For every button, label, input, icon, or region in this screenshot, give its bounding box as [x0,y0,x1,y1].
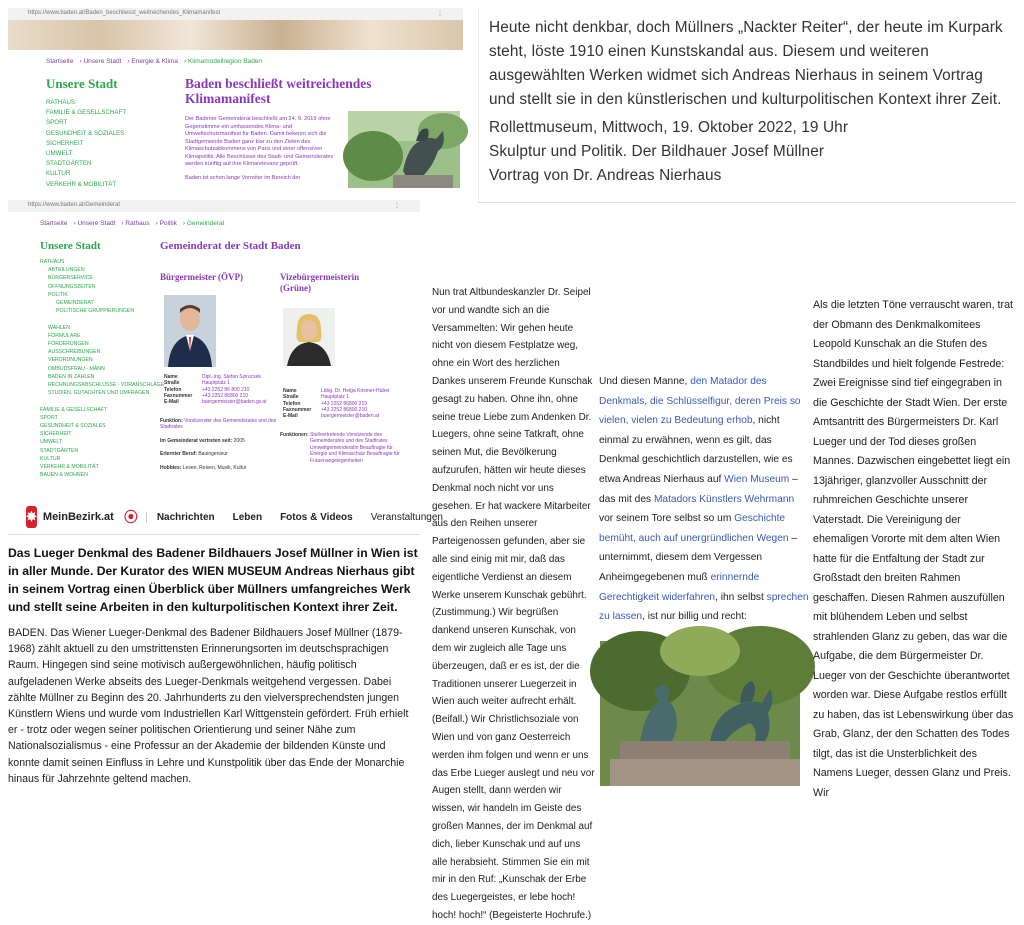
link-gerechtigkeit[interactable]: erinnernde Gerechtigkeit widerfahren [599,571,760,603]
mayor-details [160,418,278,471]
functions-label: Funktionen: [280,432,309,438]
address-bar[interactable] [8,200,420,212]
sidebar-item[interactable]: SICHERHEIT [46,139,84,147]
sidebar-item [40,397,165,405]
vice-mayor-photo [283,308,335,366]
text-run: Und diesen Manne, [599,376,691,387]
sidebar-item[interactable]: KULTUR [46,170,71,178]
sidebar-item[interactable]: GEMEINDERAT [56,300,94,307]
sidebar-item[interactable]: FORMULARE [48,332,81,339]
sidebar-item[interactable]: AUSSCHREIBUNGEN [48,349,101,356]
vice-mayor-details [280,432,410,464]
sidebar [46,76,171,190]
breadcrumb-item[interactable]: Unsere Stadt [77,220,116,227]
sidebar-item[interactable]: BADEN IN ZAHLEN [48,373,95,380]
menu-icon[interactable]: ⋮ [394,203,400,209]
breadcrumb-item[interactable]: Unsere Stadt [83,58,122,65]
url-text: https://www.baden.at/Baden_beschliesst_weitreichendes_Klimamanifest [28,10,221,16]
text-run: – unternimmt, diesem dem Vergessen Anheimgegebenen muß [599,532,798,583]
breadcrumb: Startseite › Unsere Stadt › Energie & Klima › Klimamodellregion Baden [46,58,263,65]
sidebar-item[interactable]: POLITIK [48,291,68,298]
sidebar-item[interactable]: STADTGÄRTEN [46,160,92,168]
link-matador[interactable]: den Matador des Denkmals, die Schlüsselfigur, deren Preis so vielen, vielen zu Bedeutung erhob [599,376,801,427]
contact-value[interactable]: Hauptplatz 1 [202,380,231,387]
sidebar-item[interactable]: OMBUDSFRAU - MANN [48,365,105,372]
sidebar [40,240,165,479]
contact-value[interactable]: Hauptplatz 1 [321,394,350,401]
contact-value[interactable]: +43 2252 86800 210 [202,392,249,399]
sidebar-item[interactable]: STUDIEN, GUTACHTEN UND UMFRAGEN [48,390,150,397]
link-sprechen[interactable]: sprechen zu lassen [599,591,809,623]
event-speaker: Vortrag von Dr. Andreas Nierhaus [489,167,722,184]
since-label: Im Gemeinderat vertreten seit: [160,437,233,444]
nav-item-veranstaltungen[interactable]: Veranstaltungen [370,511,443,523]
sidebar-list [40,258,165,479]
sidebar-item[interactable]: STADTGÄRTEN [40,447,79,454]
sidebar-item[interactable]: FAMILIE & GESELLSCHAFT [46,109,127,117]
sidebar-item[interactable]: VERKEHR & MOBILITÄT [46,180,117,188]
speech-column: Nun trat Altbundeskanzler Dr. Seipel vor und wandte sich an die Versammelten: Wir gehen heute nicht von diesem Festplatze weg, ohne ein Wort des herzlichen Dankes unserem Freunde Kunschak gesagt zu haben. Ohne ihn, ohne seine treue Liebe zum Andenken Dr. Luegers, ohne seine Tatkraft, ohne seinen Mut, die Bevölkerung aufzurufen, hätten wir heute dieses Denkmal noch nicht vor uns gesehen. Er hat wackere Mitarbeiter aus den Reihen unserer Parteigenossen gefunden, aber sie alle sind einig mit mir, daß das eigentliche Verdienst an diesem Werke unserem Kunschak gebührt. (Zustimmung.) Wir begrüßen dankend unseren Kunschak, von dem wir zugleich alle Tage uns überzeugen, daß er es ist, der die Traditionen unserer Luegerzeit in Wien auch weiter aufrecht erhält. (Beifall.) Wir Christlichsoziale von Wien und von ganz Oesterreich werden ihm folgen und wenn er uns das Erbe Lueger auslegt und neu vor Augen stellt, dann werden wir wissen, wir handeln im Geiste des großen Mannes, der im Denkmal auf dich, lieber Kunschak und auf uns alle herabsieht. Stimmen Sie ein mit mir in den Ruf: „Kunschak der Erbe des Luegergeistes, er lebe hoch! hoch! hoch!“ (Begeisterte Hochrufe.) [432,287,595,921]
lecture-announcement [478,8,1016,203]
contact-label: Straße [164,380,180,387]
sidebar-item[interactable]: VERKEHR & MOBILITÄT [40,464,99,471]
breadcrumb-item[interactable]: Startseite [40,220,68,227]
article-body [185,116,343,182]
link-geschichte[interactable]: Geschichte bemüht, auch auf unergründlichen Wegen [599,513,789,544]
contact-label: Faxnummer [283,406,312,413]
mayor-contact-table [164,374,279,405]
breadcrumb-item[interactable]: Politik [159,220,177,227]
contact-value[interactable]: buergermeister@baden.gv.at [202,399,267,406]
functions-value: Stellvertretende Vorsitzende des Gemeinderates und des Stadtrates Umweltgemeinderätin Beauftragte für Energie und Klimaschutz Beauftragte für Frauenangelegenheiten [310,432,400,464]
event-date: Rollettmuseum, Mittwoch, 19. Oktober 2022, 19 Uhr [489,119,849,136]
job-value: Bauingenieur [198,451,228,458]
article-paragraph: Der Badener Gemeinderat beschließt am 24. 9. 2019 ohne Gegenstimme ein umfassendes Klima- und Umweltschutzmanifest für Baden. Damit bekennt sich die Stadtgemeinde Baden ganz klar zu den Zielen des Klimaschutzabkommens von Paris und einer offensiven Klimapolitik. Alle Beschlüsse des Stadt- und Gemeinderates werden künftig auf ihre Klimarelevanz geprüft. [185,116,334,167]
sculpture-photo [348,111,460,188]
mayor-photo [164,295,216,367]
text-run: – das mit des [599,473,798,505]
sidebar-item[interactable]: FAMILIE & GESELLSCHAFT [40,406,108,413]
article-paragraph: Baden ist schon lange Vorreiter im Bereich der [185,174,301,181]
function-value: Vorsitzender des Gemeinderates und des Stadtrates [160,418,277,431]
text-run: vor seinem Tore selbst so um [599,513,735,525]
address-bar[interactable] [8,8,463,20]
event-details [489,116,1009,188]
vice-mayor-heading: Vizebürgermeisterin (Grüne) [280,272,360,293]
link-wien-museum[interactable]: Wien Museum [724,473,790,485]
breadcrumb-item[interactable]: Startseite [46,58,74,65]
contact-label: Straße [283,394,299,401]
article-body: BADEN. Das Wiener Lueger-Denkmal des Badener Bildhauers Josef Müllner (1879-1968) zählt aktuell zu den umstrittensten Erinnerungsorten im deutschsprachigen Raum. Hingegen sind seine motivisch außergewöhnlichen, häufig politisch aufgeladenen Werke abseits des Lueger-Denkmals weitgehend vergessen. Dabei zählte Müllner zu Beginn des 20. Jahrhunderts zu den vielversprechendsten jungen Künstlern Wiens und wurde vom Industriellen Karl Wittgenstein gefördert. Früh erhielt er - trotz oder wegen seiner politischen Orientierung und seiner Nähe zum Nationalsozialismus - eine Professur an der Akademie der bildenden Künste und konnte damit seinen Einfluss in Lehre und Kunstpolitik über das Ende der Monarchie hinaus für Jahrzehnte geltend machen. [8,627,409,785]
sidebar-item[interactable]: POLITISCHE GRUPPIERUNGEN [56,308,135,315]
gemeinderat-screenshot [8,200,420,498]
breadcrumb: Startseite › Unsere Stadt › Rathaus › Politik › Gemeinderat [40,220,225,227]
sidebar-item[interactable]: RECHNUNGSABSCHLÜSSE - VORANSCHLÄGE [48,382,165,389]
text-run: , nicht einmal zu erwähnen, wenn es gilt, das Denkmal geschichtlich darzustellen, wie es etwa Andreas Nierhaus auf [599,415,793,485]
sidebar-item[interactable]: RATHAUS [46,99,76,106]
klimamanifest-screenshot [8,8,463,196]
contact-label: Telefon [164,386,182,393]
site-navigation [8,500,443,535]
contact-value[interactable]: +43 2252 86800 210 [321,406,368,413]
sidebar-item[interactable]: UMWELT [46,150,73,158]
contact-label: E-Mail [164,399,179,406]
festrede-column: Als die letzten Töne verrauscht waren, trat der Obmann des Denkmalkomitees Leopold Kunschak an die Stufen des Standbildes und hielt folgende Festrede: Zwei Ereignisse sind tief eingegraben in die Geschichte der Stadt Wien. Der erste Amtsantritt des Bürgermeisters Dr. Karl Lueger und der Tod dieses großen Mannes. Dazwischen eingebettet liegt ein 13jähriger, glanzvoller Ausschnitt der ruhmreichen Geschichte unserer Vaterstadt. Die Vereinigung der ehemaligen Vororte mit dem alten Wien hatte für die Entfaltung der Stadt zur Großstadt den breiten Rahmen geschaffen. Diesen Rahmen auszufüllen mit blühendem Leben und selbst strahlenden Glanz zu geben, das war die Aufgabe, die dem Bürgermeister Dr. Lueger von der Geschichte überantwortet worden war. Diese Aufgabe restlos erfüllt zu haben, das ist Lebenswirkung über das Grab, Glanz, der den Schatten des Todes tilgt, das ist die Unsterblichkeit des Namens Lueger, dessen Glanz und Preis. Wir [813,299,1014,799]
breadcrumb-item[interactable]: Gemeinderat [186,220,225,227]
job-label: Erlernter Beruf: [160,451,197,458]
contact-value[interactable]: +43 2252 86800 219 [321,400,368,407]
sidebar-item[interactable]: KULTUR [40,455,61,462]
url-text: https://www.baden.at/Gemeinderat [28,202,121,208]
breadcrumb-item[interactable]: Energie & Klima [131,58,178,65]
meinbezirk-article [8,500,443,795]
vice-mayor-contact-table [283,388,413,419]
sidebar-item[interactable]: SPORT [40,414,58,421]
breadcrumb-item[interactable]: Klimamodellregion Baden [187,58,263,65]
nav-item-nachrichten[interactable]: Nachrichten [146,512,215,523]
sidebar-item[interactable]: ABTEILUNGEN [48,267,85,274]
contact-label: Telefon [283,400,301,407]
article-headline: Baden beschließt weitreichendes Klimamanifest [185,76,372,106]
article-lead: Das Lueger Denkmal des Badener Bildhauers Josef Müllner in Wien ist in aller Munde. Der Kurator des WIEN MUSEUM Andreas Nierhaus gibt in seinem Vortrag einen Überblick über Müllners umfangreiches Werk und stellt seine Arbeiten in den kulturpolitischen Kontext ihrer Zeit. [8,546,418,614]
sidebar-list [46,98,171,190]
contact-value[interactable]: buergermeister@baden.at [321,413,380,420]
location-pin-icon[interactable]: ⦿ [123,509,138,525]
commentary-column [599,372,809,627]
event-title: Skulptur und Politik. Der Bildhauer Josef Müllner [489,143,825,160]
menu-icon[interactable]: ⋮ [437,11,443,17]
function-label: Funktion: [160,418,183,424]
hobby-value: Lesen, Reisen, Musik, Kultur [182,464,247,471]
sidebar-title: Unsere Stadt [46,76,118,91]
page-title: Gemeinderat der Stadt Baden [160,240,301,252]
sidebar-item[interactable]: GESUNDHEIT & SOZIALES [40,423,106,430]
sidebar-item[interactable]: FÖRDERUNGEN [48,341,89,348]
sidebar-item[interactable]: BÜRGERSERVICE [48,275,93,282]
breadcrumb-item[interactable]: Rathaus [125,220,150,227]
header-banner [8,20,463,50]
contact-row [283,413,413,419]
contact-value[interactable]: +43 2252 86 800 210 [202,386,250,393]
sidebar-item[interactable]: RATHAUS [40,259,65,265]
text-run: , ihn selbst [715,591,767,603]
announcement-paragraph: Heute nicht denkbar, doch Müllners „Nackter Reiter“, der heute im Kurpark steht, löste 1910 einen Kunstskandal aus. Diesem und weiteren ausgewählten Werken widmet sich Andreas Nierhaus in seinem Vortrag und stellt sie in den künstlerischen und kulturpolitischen Kontext ihrer Zeit. [489,19,1003,108]
sidebar-item[interactable]: WAHLEN [48,324,71,331]
hobby-label: Hobbies: [160,464,182,471]
sidebar-item[interactable]: ÖFFNUNGSZEITEN [48,283,96,290]
contact-row [164,399,279,405]
sidebar-item[interactable]: VERORDNUNGEN [48,357,93,364]
mayor-heading: Bürgermeister (ÖVP) [160,272,244,282]
sidebar-item[interactable]: BAUEN & WOHNEN [40,472,88,479]
sidebar-item[interactable]: GESUNDHEIT & SOZIALES [46,129,125,137]
contact-label: Name [164,374,178,380]
monument-photo [600,641,800,786]
sidebar-item[interactable]: SICHERHEIT [40,431,72,438]
nav-item-fotos-videos[interactable]: Fotos & Videos [280,511,353,523]
brand-name[interactable]: MeinBezirk.at [42,511,114,523]
since-value: 2005 [233,437,245,444]
link-wehrmann[interactable]: Matadors Künstlers Wehrmann [653,493,795,505]
sidebar-item[interactable]: SPORT [46,119,68,127]
nav-item-leben[interactable]: Leben [232,511,263,523]
text-run: , ist nur billig und recht: [642,611,747,623]
contact-label: Name [283,388,297,394]
contact-label: E-Mail [283,413,298,420]
contact-value[interactable]: Lbbg. Dr. Helga Krismer-Huber [321,388,390,394]
sidebar-item[interactable]: UMWELT [40,439,63,446]
sidebar-item [40,315,165,323]
sidebar-title: Unsere Stadt [40,240,101,252]
contact-value[interactable]: Dipl.-Ing. Stefan Szirucsek [202,374,261,380]
contact-label: Faxnummer [164,392,193,399]
logo-icon[interactable]: ✸ [26,506,37,528]
